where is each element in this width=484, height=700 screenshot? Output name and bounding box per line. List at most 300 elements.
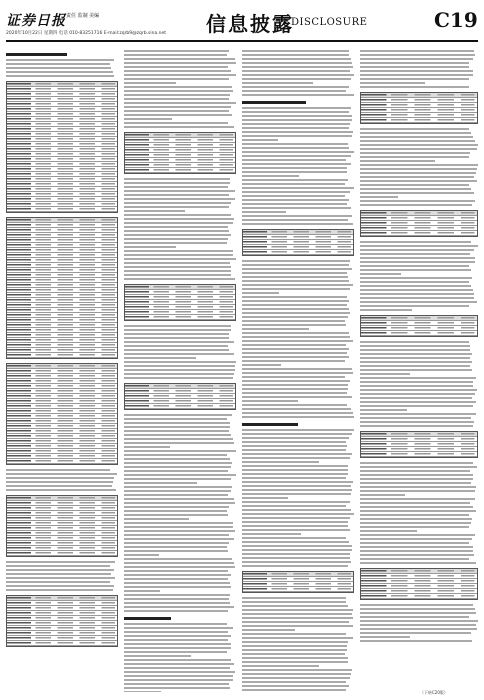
text-line [360,506,473,508]
text-line [360,478,473,480]
text-line [124,558,232,560]
text-line [242,167,347,169]
text-line [242,400,298,402]
text-line [124,510,227,512]
section-subtitle: DISCLOSURE [291,17,368,28]
text-line [360,534,475,536]
text-line [242,111,349,113]
text-line [242,183,345,185]
text-line [242,50,349,52]
text-line [124,643,231,645]
text-line [360,385,473,387]
text-line [242,94,354,96]
text-line [242,139,278,141]
text-line [242,175,299,177]
text-line [360,172,476,174]
text-line [242,296,347,298]
text-line [360,490,475,492]
text-line [242,621,349,623]
text-line [242,609,353,611]
text-line [242,292,279,294]
text-line [124,530,235,532]
text-line [124,222,233,224]
text-line [242,384,348,386]
text-line [124,190,235,192]
text-line [124,470,228,472]
text-line [360,612,476,614]
text-line [242,545,352,547]
table-row [7,353,117,358]
text-line [124,357,196,359]
text-line [124,631,228,633]
text-line [360,277,472,279]
text-line [360,522,471,524]
text-line [124,462,232,464]
text-line [360,632,471,634]
text-line [124,438,233,440]
text-line [242,135,352,137]
text-line [242,493,351,495]
text-line [360,361,472,363]
text-line [242,340,353,342]
text-line [124,494,228,496]
continued-note: （下转C20版） [420,690,448,695]
text-line [242,131,353,133]
text-line [124,246,176,248]
text-line [6,577,115,579]
text-line [360,58,473,60]
text-line [6,585,114,587]
text-line [242,272,347,274]
text-line [124,679,233,681]
text-line [124,274,231,276]
text-line [360,628,477,630]
table-row [243,587,353,592]
text-line [360,281,469,283]
data-table [124,284,236,321]
text-line [360,498,475,500]
text-line [124,198,235,200]
text-line [242,332,349,334]
text-line [6,485,112,487]
text-line [124,574,231,576]
text-line [124,550,228,552]
text-line [242,465,348,467]
text-line [360,353,472,355]
text-line [242,199,349,201]
text-line [360,285,471,287]
text-line [6,477,114,479]
text-line [124,74,236,76]
text-line [242,477,346,479]
text-line [360,558,469,560]
text-line [360,397,472,399]
section-heading [124,617,171,620]
text-line [242,561,351,563]
text-line [242,368,352,370]
text-line [124,554,159,556]
text-line [360,562,476,564]
text-line [242,316,348,318]
header-rule [6,40,478,42]
text-line [242,163,351,165]
text-line [124,62,236,64]
text-line [242,107,351,109]
text-line [124,258,236,260]
text-line [124,606,234,608]
text-line [360,160,435,162]
text-line [360,245,478,247]
table-row [243,250,353,255]
text-line [360,393,475,395]
data-table [242,229,354,256]
text-line [360,176,474,178]
text-line [124,369,235,371]
text-line [360,640,472,642]
text-line [124,486,232,488]
text-line [124,333,229,335]
text-line [124,570,228,572]
text-line [242,288,350,290]
page-number: C19 [434,8,478,32]
text-line [242,653,345,655]
text-line [124,337,229,339]
text-line [360,349,470,351]
text-line [360,86,469,88]
table-row [7,551,117,556]
text-line [242,689,346,691]
text-line [360,200,475,202]
text-line [124,651,227,653]
text-line [124,667,230,669]
table-row [7,641,117,646]
table-row [7,459,117,464]
section-heading [242,423,298,426]
text-line [124,230,229,232]
text-line [124,50,229,52]
text-line [360,261,475,263]
text-line [124,361,236,363]
text-line [242,521,348,523]
text-line [124,194,229,196]
text-line [124,590,160,592]
text-line [360,542,469,544]
text-line [124,90,233,92]
text-line [124,474,236,476]
data-table [242,571,354,593]
text-line [242,179,348,181]
text-line [242,70,350,72]
text-line [124,562,234,564]
text-line [124,647,231,649]
text-line [124,365,235,367]
text-line [360,164,478,166]
text-line [242,481,353,483]
masthead-contact: 2020年10月22日 星期四 电话 010-83251716 E-mail:zqrb9@zqrb.sina.net [6,31,167,36]
text-line [124,659,231,661]
table-row [125,168,235,173]
text-line [242,360,345,362]
text-line [242,191,350,193]
text-line [242,657,348,659]
text-line [124,418,227,420]
text-line [6,573,111,575]
text-line [124,566,235,568]
text-line [360,381,473,383]
text-line [124,329,231,331]
text-line [124,434,231,436]
text-line [360,297,474,299]
text-line [360,152,470,154]
text-line [360,462,473,464]
text-line [124,202,231,204]
text-line [124,250,233,252]
text-line [360,241,471,243]
text-line [124,325,231,327]
text-line [360,188,471,190]
text-line [242,348,349,350]
text-line [360,257,475,259]
table-row [125,315,235,320]
text-line [124,414,232,416]
text-line [360,514,469,516]
text-line [6,569,114,571]
text-line [6,481,113,483]
text-line [124,118,172,120]
data-table [124,132,236,174]
text-line [124,482,197,484]
text-line [360,425,473,427]
text-line [124,242,227,244]
text-line [360,620,478,622]
text-line [360,538,472,540]
text-line [124,254,233,256]
text-line [242,344,346,346]
text-line [242,509,351,511]
text-line [360,74,473,76]
text-line [242,669,352,671]
text-line [360,50,474,52]
text-line [242,453,352,455]
text-line [242,685,349,687]
text-line [6,75,114,77]
text-line [6,581,110,583]
text-line [124,478,231,480]
text-line [360,421,474,423]
text-line [124,349,229,351]
text-line [360,510,476,512]
text-line [360,373,410,375]
text-line [360,144,478,146]
text-line [360,482,471,484]
text-line [124,262,230,264]
text-line [242,78,351,80]
section-title: 信息披露 [206,12,294,36]
text-line [360,132,471,134]
data-table [360,210,478,237]
text-line [124,514,228,516]
text-line [124,610,228,612]
text-line [124,594,230,596]
text-line [242,661,348,663]
text-line [242,171,347,173]
text-line [242,429,354,431]
text-line [6,589,113,591]
data-table [124,383,236,410]
text-line [242,437,349,439]
text-line [360,309,412,311]
text-line [242,404,347,406]
text-line [360,502,470,504]
text-line [124,534,229,536]
text-line [360,365,470,367]
table-row [361,452,477,457]
text-line [124,226,228,228]
text-line [360,168,477,170]
text-line [242,497,288,499]
text-line [360,470,470,472]
text-line [242,489,352,491]
text-line [242,54,349,56]
text-line [360,128,469,130]
text-line [242,673,351,675]
text-line [124,466,231,468]
column-1 [6,48,118,692]
text-line [124,126,234,128]
text-line [124,430,229,432]
text-line [242,215,352,217]
text-line [6,63,110,65]
text-line [242,74,354,76]
text-line [124,518,189,520]
text-line [360,249,474,251]
text-line [124,106,231,108]
text-line [242,392,347,394]
text-line [242,284,353,286]
text-line [360,301,477,303]
text-line [124,623,227,625]
text-line [6,59,114,61]
text-line [360,550,473,552]
text-line [242,268,352,270]
text-line [242,565,348,567]
text-line [360,604,473,606]
text-line [124,422,230,424]
text-line [242,276,348,278]
text-line [124,506,229,508]
text-line [124,66,228,68]
text-line [360,265,469,267]
text-line [124,270,231,272]
text-line [242,356,349,358]
text-line [242,412,353,414]
text-line [242,187,354,189]
text-line [124,206,229,208]
text-line [242,119,352,121]
text-line [242,380,350,382]
text-line [242,320,345,322]
text-line [242,219,348,221]
text-line [360,289,473,291]
text-line [360,192,474,194]
text-line [360,616,469,618]
text-line [360,78,469,80]
text-line [124,78,229,80]
text-line [242,155,351,157]
text-line [242,553,350,555]
text-line [124,490,231,492]
text-line [124,353,234,355]
text-line [360,305,469,307]
text-line [242,533,301,535]
text-line [242,300,349,302]
data-table [360,431,478,458]
text-line [124,655,191,657]
text-line [360,417,471,419]
text-line [124,442,234,444]
text-line [124,377,233,379]
text-line [242,549,352,551]
newspaper-logo: 证券日报 [6,13,66,29]
text-line [124,82,176,84]
text-line [124,522,233,524]
text-line [360,66,469,68]
text-line [124,578,228,580]
text-line [124,102,236,104]
text-line [242,633,346,635]
text-line [242,501,350,503]
text-line [360,253,470,255]
text-line [242,605,348,607]
text-line [360,140,475,142]
text-line [124,602,230,604]
text-line [6,489,116,491]
text-line [360,413,476,415]
text-line [242,665,319,667]
text-line [124,238,228,240]
text-line [242,364,281,366]
text-line [242,396,352,398]
text-line [242,505,346,507]
text-line [360,136,473,138]
text-line [242,416,354,418]
text-line [242,324,346,326]
text-line [242,372,353,374]
table-row [361,118,477,123]
text-line [124,675,233,677]
text-line [360,608,475,610]
text-line [360,180,477,182]
text-line [124,54,227,56]
text-line [360,293,474,295]
text-line [242,66,353,68]
text-line [242,203,347,205]
text-line [360,377,476,379]
text-line [124,86,232,88]
text-line [124,426,230,428]
text-line [242,115,352,117]
text-line [242,127,349,129]
column-4 [360,48,478,692]
text-line [6,565,110,567]
text-line [242,513,354,515]
text-line [124,687,230,689]
text-line [6,561,115,563]
text-line [360,530,417,532]
text-line [360,554,474,556]
text-line [360,409,407,411]
text-line [242,151,354,153]
